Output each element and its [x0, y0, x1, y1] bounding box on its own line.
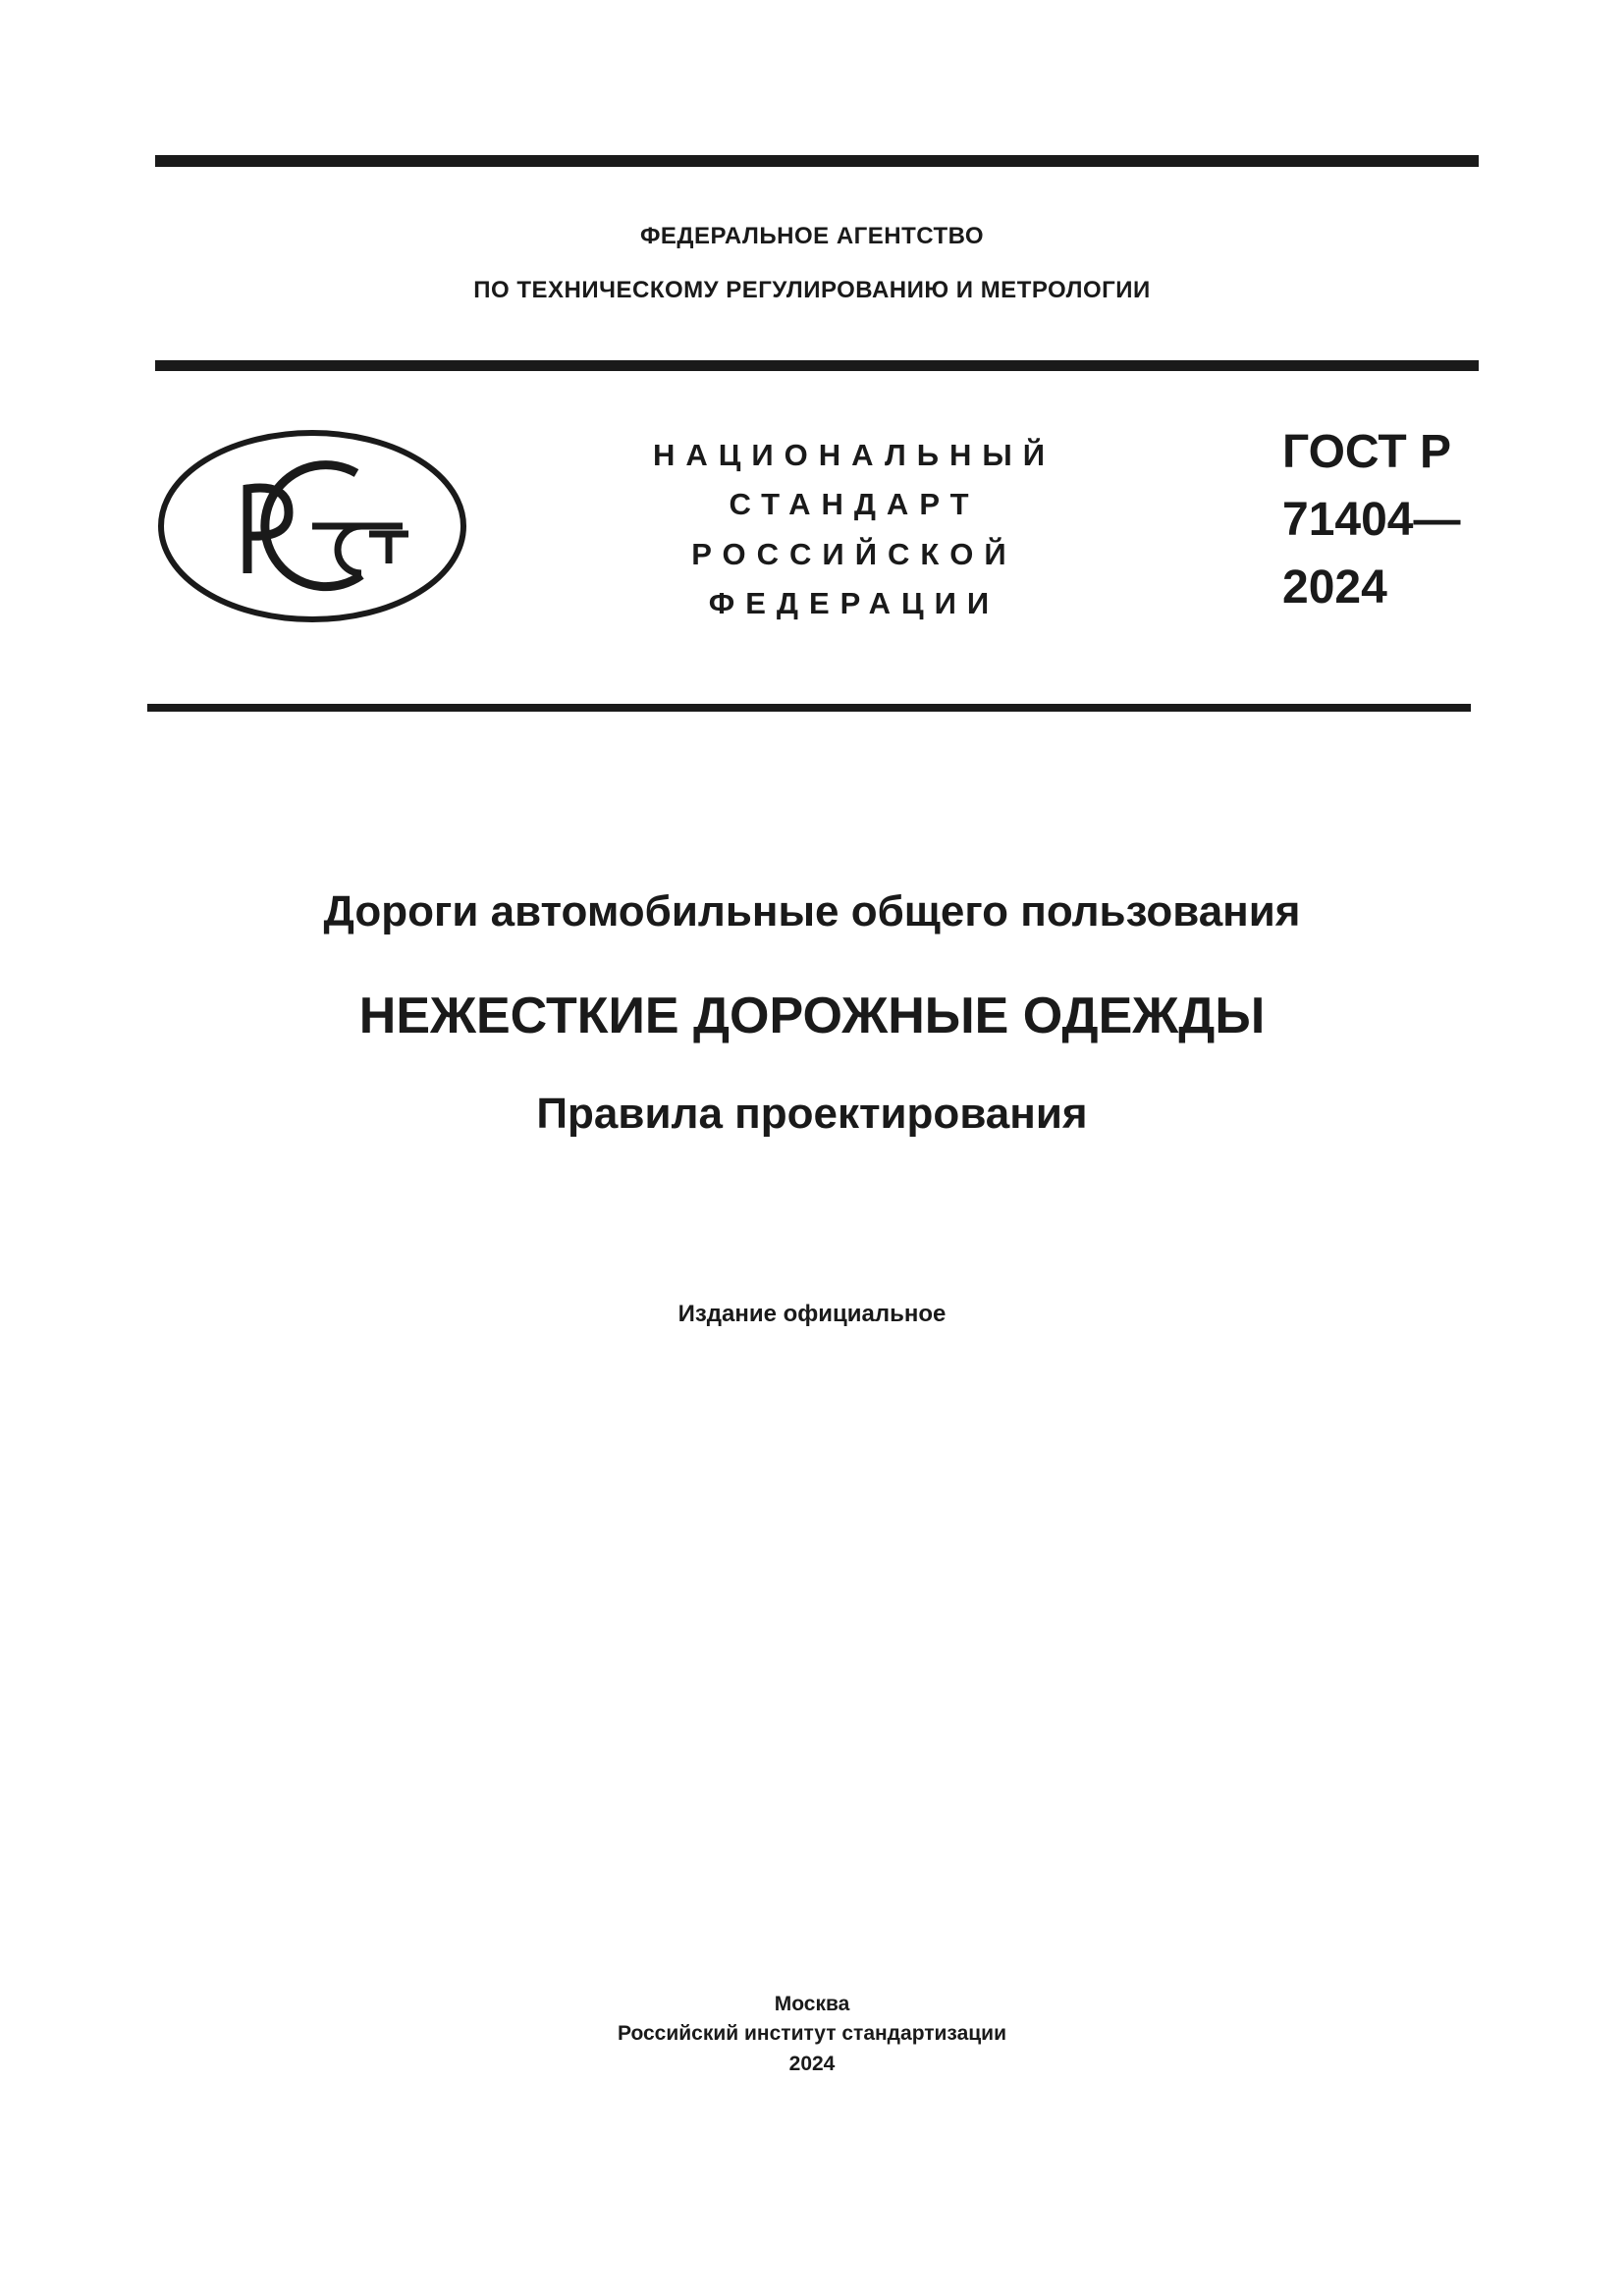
edition-label: Издание официальное	[677, 1301, 947, 1327]
gost-designation-line-2: 71404—	[1282, 494, 1461, 546]
imprint-year: 2024	[788, 2053, 836, 2075]
gost-designation-line-1: ГОСТ Р	[1282, 426, 1452, 478]
imprint-city: Москва	[774, 1993, 850, 2015]
top-rule	[155, 155, 1479, 167]
document-subtitle: Правила проектирования	[536, 1090, 1088, 1138]
agency-name-line1: ФЕДЕРАЛЬНОЕ АГЕНТСТВО	[639, 223, 985, 249]
document-title-main: НЕЖЕСТКИЕ ДОРОЖНЫЕ ОДЕЖДЫ	[358, 988, 1266, 1044]
imprint-publisher: Российский институт стандартизации	[617, 2022, 1007, 2045]
document-title-line-1: Дороги автомобильные общего пользования	[323, 887, 1301, 935]
middle-rule	[155, 360, 1479, 371]
agency-name-line2: ПО ТЕХНИЧЕСКОМУ РЕГУЛИРОВАНИЮ И МЕТРОЛОГИИ	[473, 277, 1151, 303]
national-standard-line-1: НАЦИОНАЛЬНЫЙ	[652, 438, 1056, 472]
rst-certification-mark-icon	[155, 428, 469, 624]
bottom-rule	[147, 704, 1471, 712]
national-standard-line-3: РОССИЙСКОЙ	[691, 537, 1017, 571]
national-standard-line-2: СТАНДАРТ	[729, 487, 980, 521]
gost-designation-line-3: 2024	[1282, 561, 1387, 614]
national-standard-line-4: ФЕДЕРАЦИИ	[708, 586, 1001, 620]
